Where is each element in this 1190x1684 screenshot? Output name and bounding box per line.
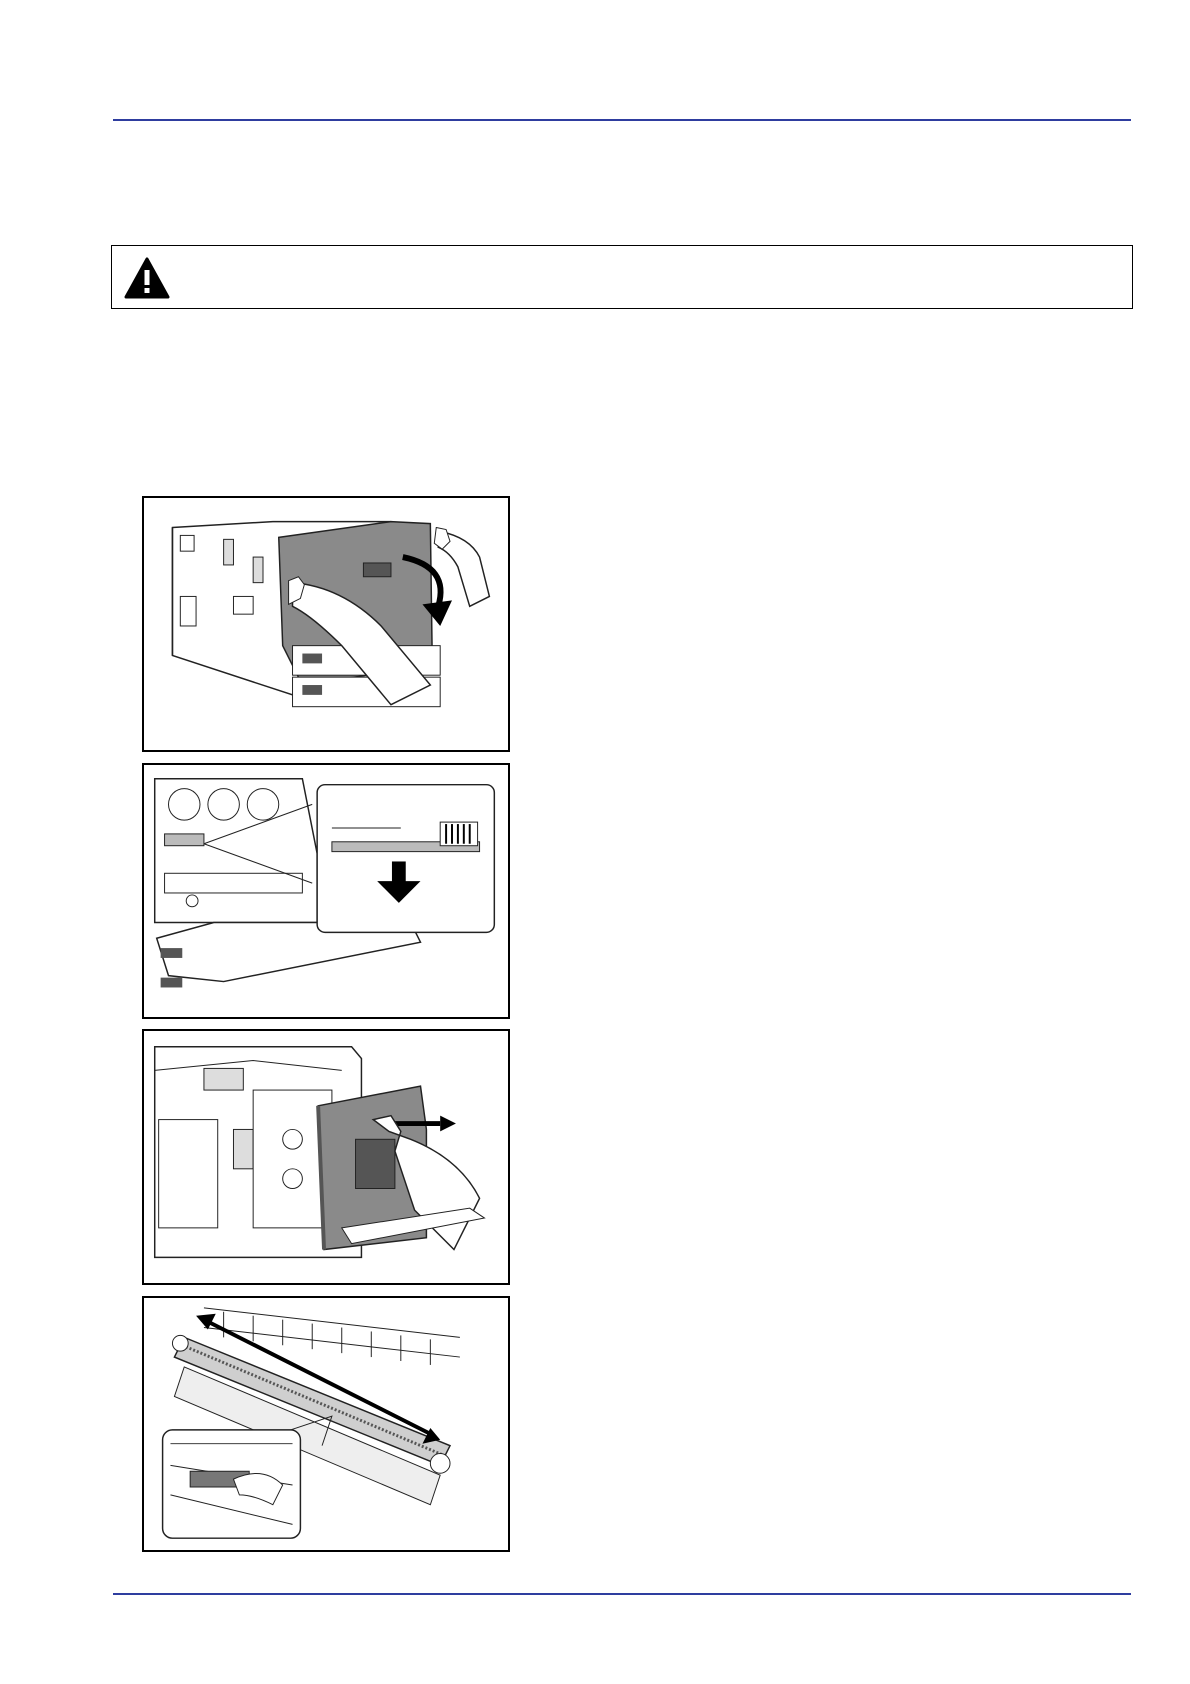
figure-clean-roller xyxy=(142,1296,510,1552)
clean-registration-roller-illustration xyxy=(144,1298,508,1550)
pull-out-cover-illustration xyxy=(144,1031,508,1283)
remove-cleaning-brush-illustration xyxy=(144,765,508,1017)
warning-triangle-icon xyxy=(124,257,170,299)
figure-pull-cover xyxy=(142,1029,510,1285)
figure-cleaning-brush xyxy=(142,763,510,1019)
figure-open-left-cover xyxy=(142,496,510,752)
footer-rule xyxy=(113,1593,1131,1595)
header-rule xyxy=(113,119,1131,121)
open-left-cover-illustration xyxy=(144,498,508,750)
caution-box xyxy=(111,245,1133,309)
